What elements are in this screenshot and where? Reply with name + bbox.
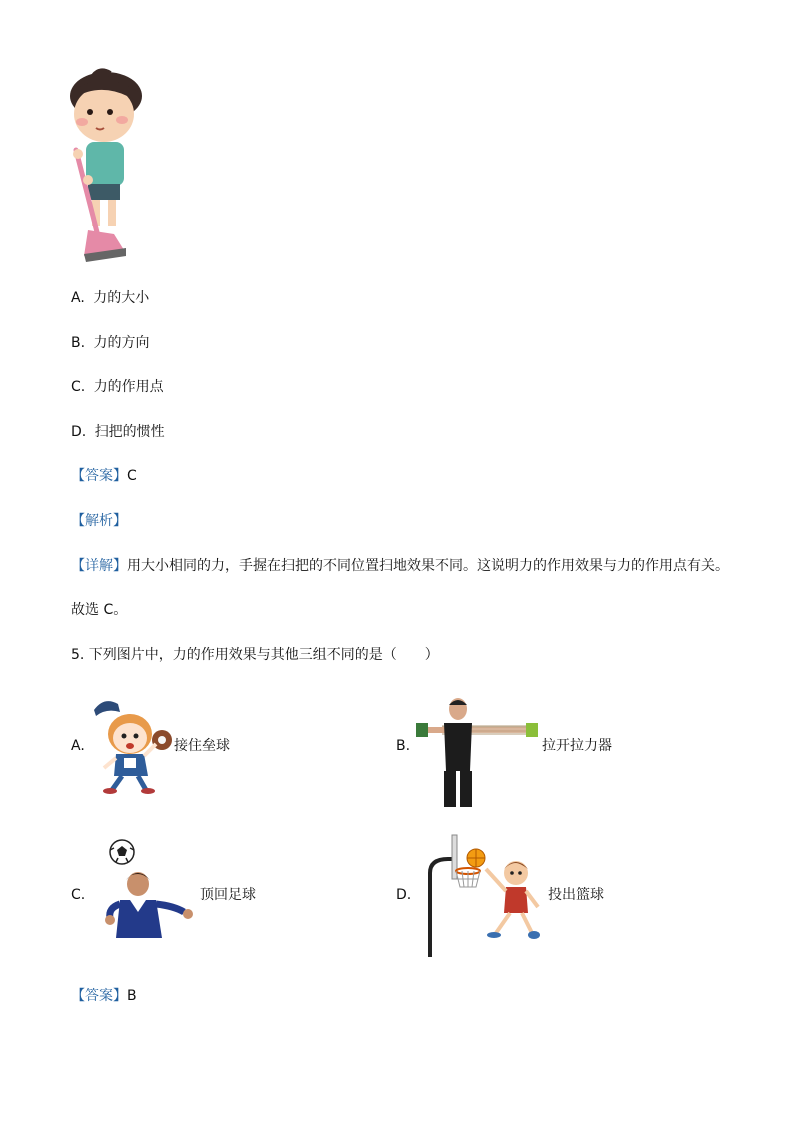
- option-c: [71, 378, 164, 396]
- analysis-label: 【解析】: [71, 513, 127, 529]
- q5-option-c-caption: 顶回足球: [200, 887, 256, 903]
- answer-label: 【答案】: [71, 988, 127, 1004]
- detail-text: 用大小相同的力，手握在扫把的不同位置扫地效果不同。这说明力的作用效果与力的作用点有关。: [127, 558, 729, 574]
- man-expander-illustration: [412, 697, 542, 807]
- option-text: 力的作用点: [93, 379, 164, 395]
- answer-label: 【答案】: [71, 468, 127, 484]
- option-letter: D.: [71, 424, 87, 440]
- question5-stem: 5. 下列图片中，力的作用效果与其他三组不同的是（ ）: [71, 647, 439, 663]
- answer-line: [71, 467, 137, 485]
- q5-option-b-letter: B.: [396, 738, 411, 754]
- q5-option-d-letter: D.: [396, 887, 412, 903]
- q5-answer-line: [71, 987, 137, 1005]
- q5-option-a-caption: 接住垒球: [174, 738, 230, 754]
- option-a: [71, 289, 149, 307]
- q5-option-c-letter: C.: [71, 887, 86, 903]
- player-heading-soccer-illustration: [104, 838, 196, 948]
- boy-sweeping-illustration: [64, 68, 144, 263]
- girl-catching-softball-illustration: [90, 696, 174, 794]
- conclusion-line: 故选 C。: [71, 602, 128, 618]
- analysis-line: [71, 512, 127, 530]
- q5-option-b-caption: 拉开拉力器: [542, 738, 612, 754]
- answer-value: B: [127, 988, 137, 1004]
- q5-option-d-caption: 投出篮球: [548, 887, 604, 903]
- option-letter: B.: [71, 335, 86, 351]
- option-text: 力的方向: [93, 335, 150, 351]
- option-b: [71, 334, 150, 352]
- option-d: [71, 423, 165, 441]
- option-letter: A.: [71, 290, 85, 306]
- q5-option-a-letter: A.: [71, 738, 85, 754]
- option-text: 力的大小: [93, 290, 150, 306]
- option-letter: C.: [71, 379, 86, 395]
- detail-line: [71, 557, 729, 575]
- detail-label: 【详解】: [71, 558, 127, 574]
- boy-basketball-illustration: [420, 833, 544, 957]
- answer-value: C: [127, 468, 137, 484]
- option-text: 扫把的惯性: [94, 424, 165, 440]
